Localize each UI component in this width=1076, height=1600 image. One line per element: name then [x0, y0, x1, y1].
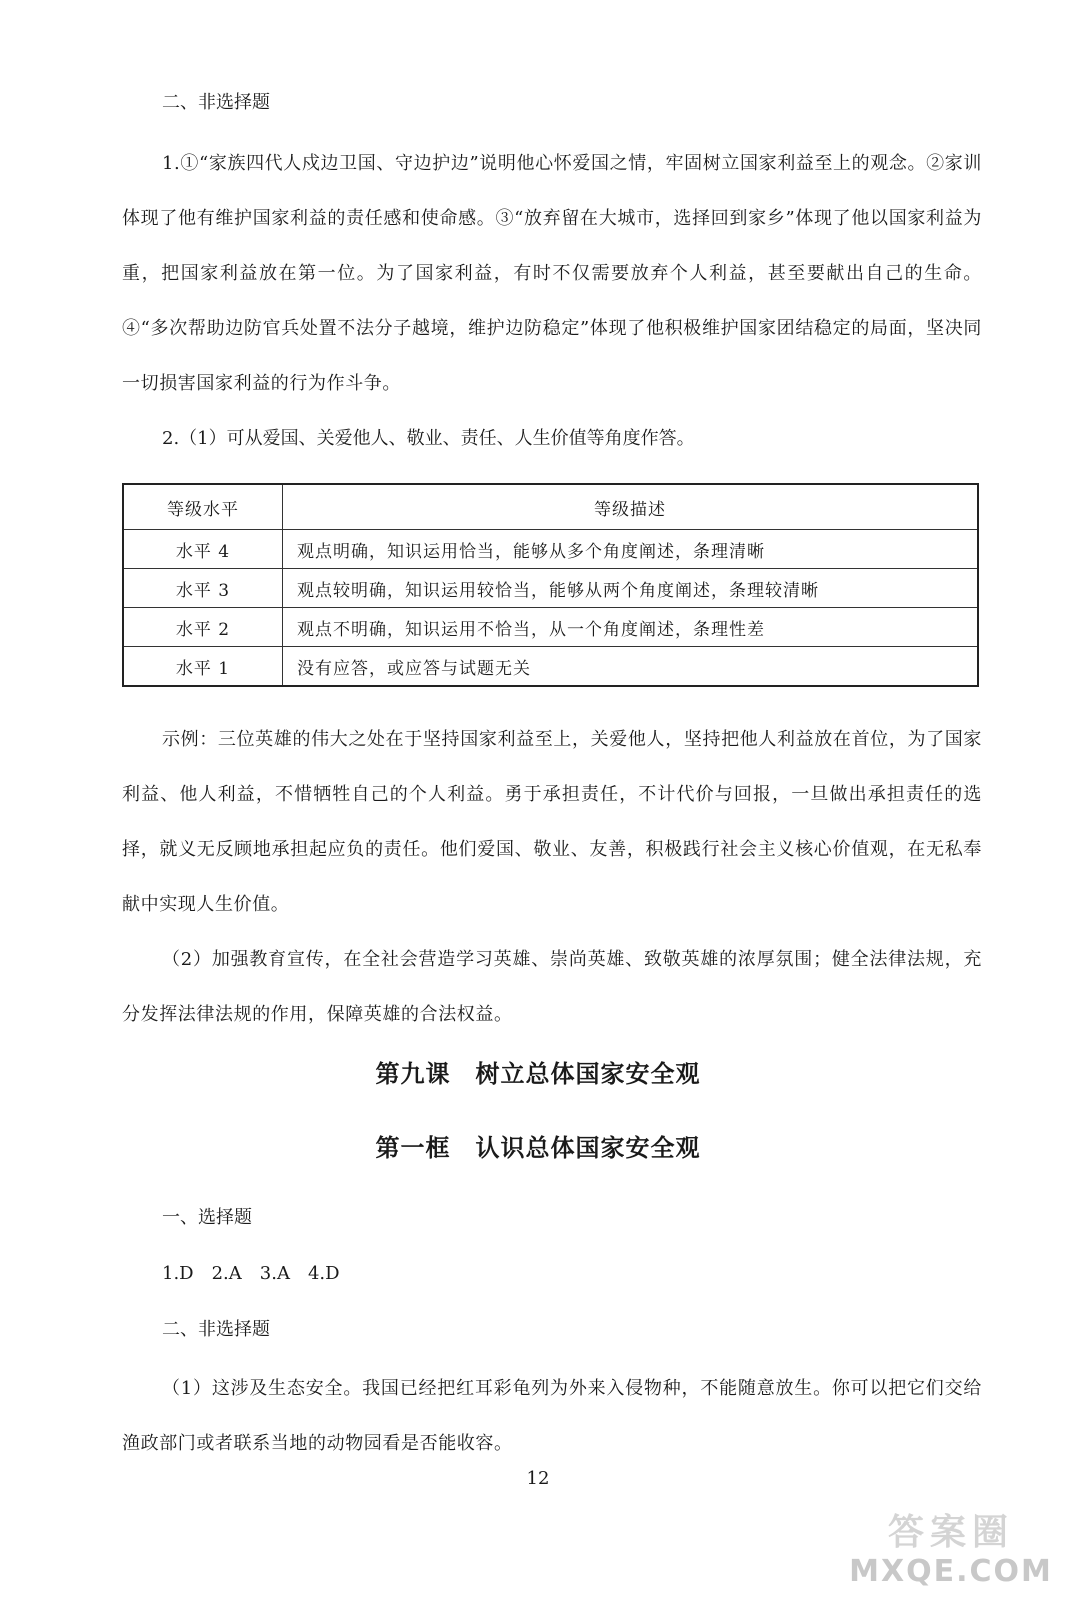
site-watermark	[846, 1502, 1056, 1592]
table-cell-level: 水平 3	[123, 569, 283, 608]
table-cell-level: 水平 2	[123, 608, 283, 647]
question-2-intro: 2.（1）可从爱国、关爱他人、敬业、责任、人生价值等角度作答。	[162, 428, 695, 449]
watermark-domain: MXQE.COM	[849, 1554, 1053, 1589]
example-answer: 示例：三位英雄的伟大之处在于坚持国家利益至上，关爱他人，坚持把他人利益放在首位，为了国家利益、他人利益，不惜牺牲自己的个人利益。勇于承担责任，不计代价与回报，一旦做出承担责任的选择，就义无反顾地承担起应负的责任。他们爱国、敬业、友善，积极践行社会主义核心价值观，在无私奉献中实现人生价值。	[122, 729, 982, 915]
table-header-cell: 等级描述	[283, 484, 979, 530]
question-2-part-2-answer: （2）加强教育宣传，在全社会营造学习英雄、崇尚英雄、致敬英雄的浓厚氛围；健全法律法规，充分发挥法律法规的作用，保障英雄的合法权益。	[122, 949, 982, 1025]
watermark-logo-text: 答案圈	[887, 1512, 1014, 1553]
table-cell-level: 水平 4	[123, 530, 283, 569]
question-1-answer: 1.①“家族四代人戍边卫国、守边护边”说明他心怀爱国之情，牢固树立国家利益至上的观念。②家训体现了他有维护国家利益的责任感和使命感。③“放弃留在大城市，选择回到家乡”体现了他以国家利益为重，把国家利益放在第一位。为了国家利益，有时不仅需要放弃个人利益，甚至要献出自己的生命。④“多次帮助边防官兵处置不法分子越境，维护边防稳定”体现了他积极维护国家团结稳定的局面，坚决同一切损害国家利益的行为作斗争。	[122, 153, 982, 394]
table-cell-description: 没有应答，或应答与试题无关	[283, 647, 979, 687]
choice-answers: 1.D 2.A 3.A 4.D	[162, 1263, 340, 1284]
final-question-answer: （1）这涉及生态安全。我国已经把红耳彩龟列为外来入侵物种，不能随意放生。你可以把它们交给渔政部门或者联系当地的动物园看是否能收容。	[122, 1378, 982, 1454]
table-row	[123, 530, 978, 569]
table-row	[123, 608, 978, 647]
table-cell-level: 水平 1	[123, 647, 283, 687]
table-header-row	[123, 484, 978, 530]
lesson-title: 第九课 树立总体国家安全观	[375, 1060, 701, 1088]
table-cell-description: 观点较明确，知识运用较恰当，能够从两个角度阐述，条理较清晰	[283, 569, 979, 608]
table-cell-description: 观点不明确，知识运用不恰当，从一个角度阐述，条理性差	[283, 608, 979, 647]
page-number: 12	[526, 1468, 550, 1489]
grading-table	[122, 483, 979, 687]
table-cell-description: 观点明确，知识运用恰当，能够从多个角度阐述，条理清晰	[283, 530, 979, 569]
table-row	[123, 569, 978, 608]
frame-title: 第一框 认识总体国家安全观	[375, 1134, 701, 1162]
section-heading-choice: 一、选择题	[162, 1207, 252, 1228]
section-heading-nonchoice: 二、非选择题	[162, 92, 270, 113]
table-header-cell: 等级水平	[123, 484, 283, 530]
section-heading-nonchoice-2: 二、非选择题	[162, 1319, 270, 1340]
table-row	[123, 647, 978, 687]
